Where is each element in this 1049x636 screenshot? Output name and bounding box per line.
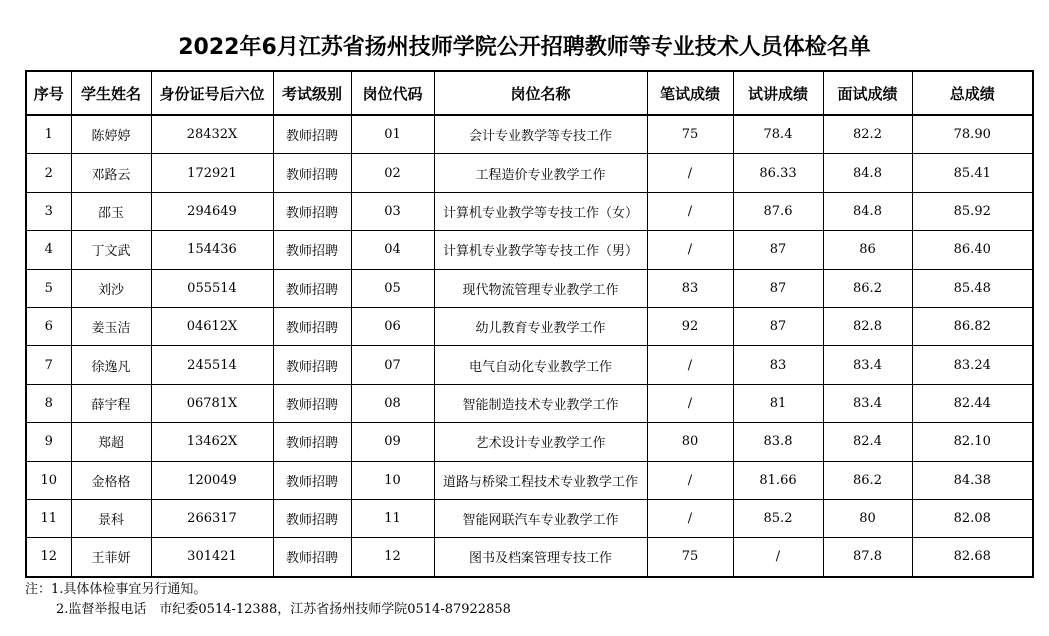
table-cell: 120049 [151,461,273,499]
table-cell: 05 [351,269,434,307]
table-cell: 83.24 [912,346,1033,384]
column-header: 学生姓名 [71,71,151,115]
table-cell: 道路与桥梁工程技术专业教学工作 [434,461,647,499]
table-cell: 教师招聘 [273,231,351,269]
table-cell: 81.66 [733,461,823,499]
table-cell: 80 [823,499,912,537]
table-header-row [26,71,1033,115]
table-cell: 82.44 [912,384,1033,422]
table-cell: 教师招聘 [273,192,351,230]
table-cell: 12 [351,538,434,577]
column-header: 试讲成绩 [733,71,823,115]
page-title: 2022年6月江苏省扬州技师学院公开招聘教师等专业技术人员体检名单 [178,35,871,60]
table-row [26,423,1033,461]
footnote-1: 注：1.具体体检事宜另行通知。 [25,582,207,597]
table-cell: 82.2 [823,115,912,154]
table-cell: 86.82 [912,307,1033,345]
table-cell: 薛宇程 [71,384,151,422]
table-cell: 87 [733,231,823,269]
table-cell: 294649 [151,192,273,230]
table-cell: 计算机专业教学等专技工作（女） [434,192,647,230]
column-header: 笔试成绩 [647,71,733,115]
table-cell: 92 [647,307,733,345]
table-cell: 06781X [151,384,273,422]
table-cell: 景科 [71,499,151,537]
table-cell: 13462X [151,423,273,461]
table-cell: 266317 [151,499,273,537]
table-row [26,231,1033,269]
table-cell: 工程造价专业教学工作 [434,154,647,192]
footnote-2: 2.监督举报电话 市纪委0514-12388，江苏省扬州技师学院0514-87922858 [56,602,511,617]
table-cell: 徐逸凡 [71,346,151,384]
table-row [26,538,1033,577]
table-cell: 1 [26,115,71,154]
table-cell: 教师招聘 [273,269,351,307]
table-cell: 教师招聘 [273,538,351,577]
column-header: 面试成绩 [823,71,912,115]
table-cell: 4 [26,231,71,269]
table-cell: / [647,154,733,192]
table-cell: 7 [26,346,71,384]
table-cell: 83.4 [823,346,912,384]
table-row [26,269,1033,307]
table-cell: 教师招聘 [273,423,351,461]
table-cell: / [733,538,823,577]
footnotes [25,580,511,620]
table-cell: 82.08 [912,499,1033,537]
table-cell: 75 [647,115,733,154]
table-cell: 83 [733,346,823,384]
column-header: 身份证号后六位 [151,71,273,115]
table-cell: 86 [823,231,912,269]
table-cell: / [647,461,733,499]
column-header: 序号 [26,71,71,115]
table-cell: 85.92 [912,192,1033,230]
table-cell: 金格格 [71,461,151,499]
table-cell: 5 [26,269,71,307]
table-cell: 28432X [151,115,273,154]
table-cell: 87 [733,269,823,307]
table-cell: 刘沙 [71,269,151,307]
table-cell: 陈婷婷 [71,115,151,154]
table-cell: 09 [351,423,434,461]
table-cell: 82.10 [912,423,1033,461]
table-cell: 85.2 [733,499,823,537]
table-cell: 智能制造技术专业教学工作 [434,384,647,422]
table-cell: 艺术设计专业教学工作 [434,423,647,461]
table-cell: 图书及档案管理专技工作 [434,538,647,577]
table-cell: 2 [26,154,71,192]
table-row [26,461,1033,499]
column-header: 总成绩 [912,71,1033,115]
table-cell: 邓路云 [71,154,151,192]
table-cell: 08 [351,384,434,422]
table-cell: 86.33 [733,154,823,192]
table-row [26,307,1033,345]
table-cell: 郑超 [71,423,151,461]
table-cell: / [647,346,733,384]
table-cell: 智能网联汽车专业教学工作 [434,499,647,537]
table-row [26,154,1033,192]
table-cell: 教师招聘 [273,115,351,154]
table-cell: 11 [351,499,434,537]
table-cell: 6 [26,307,71,345]
table-cell: 87 [733,307,823,345]
table-cell: 现代物流管理专业教学工作 [434,269,647,307]
table-cell: 86.2 [823,461,912,499]
table-cell: 04612X [151,307,273,345]
table-cell: 83.8 [733,423,823,461]
table-cell: 78.90 [912,115,1033,154]
table-cell: 87.6 [733,192,823,230]
table-cell: 86.40 [912,231,1033,269]
table-cell: 83 [647,269,733,307]
table-cell: 75 [647,538,733,577]
table-cell: 84.8 [823,154,912,192]
column-header: 岗位代码 [351,71,434,115]
table-cell: 84.38 [912,461,1033,499]
table-row [26,115,1033,154]
table-cell: 8 [26,384,71,422]
table-cell: 154436 [151,231,273,269]
table-cell: 邵玉 [71,192,151,230]
table-cell: 85.41 [912,154,1033,192]
table-row [26,346,1033,384]
table-cell: / [647,499,733,537]
table-cell: 81 [733,384,823,422]
table-cell: 172921 [151,154,273,192]
table-cell: 06 [351,307,434,345]
table-cell: 丁文武 [71,231,151,269]
table-cell: 83.4 [823,384,912,422]
table-cell: 10 [351,461,434,499]
table-cell: / [647,384,733,422]
table-cell: 04 [351,231,434,269]
table-cell: 11 [26,499,71,537]
table-cell: 教师招聘 [273,499,351,537]
table-cell: / [647,231,733,269]
table-cell: 教师招聘 [273,154,351,192]
table-cell: 教师招聘 [273,384,351,422]
table-row [26,192,1033,230]
table-cell: 会计专业教学等专技工作 [434,115,647,154]
table-cell: 07 [351,346,434,384]
table-cell: / [647,192,733,230]
table-cell: 85.48 [912,269,1033,307]
table-cell: 教师招聘 [273,461,351,499]
table-cell: 教师招聘 [273,307,351,345]
column-header: 考试级别 [273,71,351,115]
table-cell: 055514 [151,269,273,307]
table-cell: 82.8 [823,307,912,345]
table-cell: 82.4 [823,423,912,461]
table-cell: 245514 [151,346,273,384]
table-cell: 姜玉洁 [71,307,151,345]
table-cell: 幼儿教育专业教学工作 [434,307,647,345]
table-body [26,115,1033,577]
table-cell: 教师招聘 [273,346,351,384]
table-cell: 84.8 [823,192,912,230]
table-cell: 12 [26,538,71,577]
table-cell: 301421 [151,538,273,577]
table-cell: 3 [26,192,71,230]
table-cell: 82.68 [912,538,1033,577]
table-cell: 78.4 [733,115,823,154]
table-cell: 80 [647,423,733,461]
candidates-table [25,70,1034,578]
table-cell: 01 [351,115,434,154]
column-header: 岗位名称 [434,71,647,115]
table-cell: 计算机专业教学等专技工作（男） [434,231,647,269]
table-cell: 86.2 [823,269,912,307]
table-cell: 87.8 [823,538,912,577]
table-cell: 9 [26,423,71,461]
table-cell: 03 [351,192,434,230]
table-cell: 王菲妍 [71,538,151,577]
table-cell: 电气自动化专业教学工作 [434,346,647,384]
table-row [26,499,1033,537]
table-cell: 10 [26,461,71,499]
table-row [26,384,1033,422]
table-cell: 02 [351,154,434,192]
